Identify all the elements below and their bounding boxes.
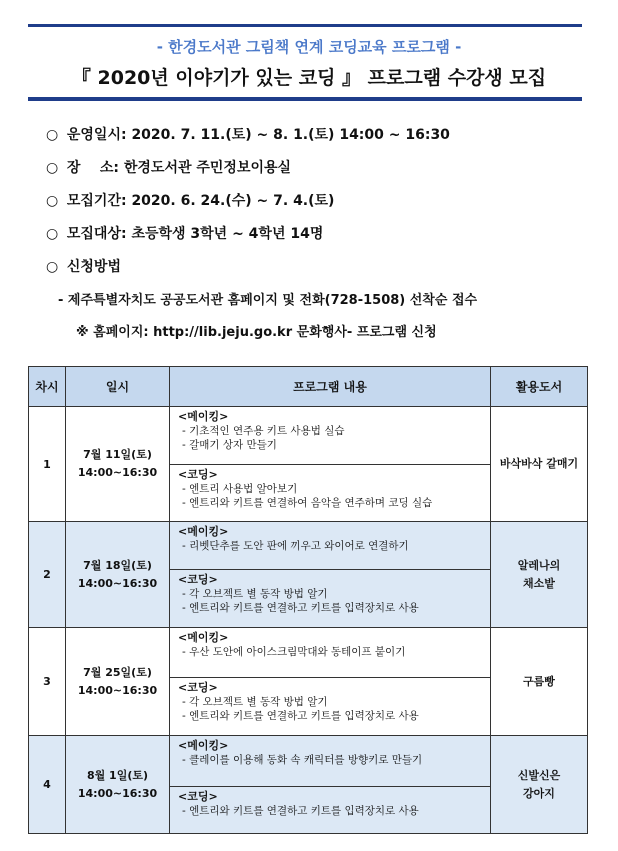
book-title-line: 바삭바삭 갈매기 — [499, 457, 579, 470]
table-header-row — [29, 367, 588, 407]
table-row — [29, 736, 588, 834]
info-item-recruit-period — [46, 190, 334, 210]
bullet-circle-icon: ○ — [46, 160, 59, 176]
session-number: 3 — [29, 628, 66, 736]
header-datetime: 일시 — [66, 367, 170, 407]
making-section — [170, 522, 490, 569]
book-title-line: 강아지 — [523, 786, 555, 800]
table-row — [29, 522, 588, 628]
coding-title: <코딩> — [178, 573, 218, 586]
book-title-line: 알레나의 — [517, 558, 561, 572]
session-time: 14:00~16:30 — [77, 786, 158, 800]
session-date: 7월 25일(토) — [83, 665, 152, 679]
info-item-location — [46, 157, 291, 177]
coding-title: <코딩> — [178, 468, 218, 481]
making-item: - 기초적인 연주용 키트 사용법 실습 — [182, 425, 345, 437]
making-section — [170, 628, 490, 677]
making-title: <메이킹> — [178, 525, 229, 538]
session-time: 14:00~16:30 — [77, 576, 158, 590]
header-subtitle: - 한경도서관 그림책 연계 코딩교육 프로그램 - — [156, 38, 462, 56]
book-title-line: 구름빵 — [523, 674, 555, 688]
session-datetime — [66, 522, 170, 628]
coding-item: - 엔트리와 키트를 연결하고 키트를 입력장치로 사용 — [182, 710, 419, 722]
info-text: 운영일시: 2020. 7. 11.(토) ~ 8. 1.(토) 14:00 ~ 16:30 — [66, 127, 450, 143]
coding-section — [170, 677, 490, 734]
header-top-rule — [28, 24, 582, 27]
coding-item: - 엔트리와 키트를 연결하여 음악을 연주하며 코딩 실습 — [182, 497, 433, 509]
info-text: 신청방법 — [66, 259, 121, 275]
making-title: <메이킹> — [178, 739, 229, 752]
coding-item: - 각 오브젝트 별 동작 방법 알기 — [182, 696, 328, 708]
table-row — [29, 407, 588, 522]
info-item-target — [46, 223, 323, 243]
making-title: <메이킹> — [178, 631, 229, 644]
session-time: 14:00~16:30 — [77, 683, 158, 697]
coding-item: - 각 오브젝트 별 동작 방법 알기 — [182, 588, 328, 600]
homepage-note: ※ 홈페이지: http://lib.jeju.go.kr 문화행사- 프로그램 신청 — [76, 325, 437, 340]
coding-section — [170, 569, 490, 626]
program-content — [170, 407, 491, 522]
header-session: 차시 — [29, 367, 66, 407]
session-datetime — [66, 628, 170, 736]
making-item: - 클레이를 이용해 동화 속 캐릭터를 방향키로 만들기 — [182, 754, 423, 766]
making-title: <메이킹> — [178, 410, 229, 423]
making-section — [170, 736, 490, 786]
coding-item: - 엔트리와 키트를 연결하고 키트를 입력장치로 사용 — [182, 602, 419, 614]
session-date: 7월 11일(토) — [83, 448, 152, 461]
table-row — [29, 628, 588, 736]
book-title-line: 채소밭 — [523, 576, 555, 590]
bullet-circle-icon: ○ — [46, 127, 59, 143]
info-item-schedule — [46, 124, 450, 144]
session-number: 2 — [29, 522, 66, 628]
making-item: - 리벳단추를 도안 판에 끼우고 와이어로 연결하기 — [182, 540, 409, 552]
program-content — [170, 522, 491, 628]
coding-section — [170, 786, 490, 832]
making-item: - 갈매기 상자 만들기 — [182, 439, 277, 451]
program-content — [170, 736, 491, 834]
session-time: 14:00~16:30 — [77, 466, 158, 479]
program-content — [170, 628, 491, 736]
info-text: 모집기간: 2020. 6. 24.(수) ~ 7. 4.(토) — [66, 193, 335, 209]
apply-method-detail: - 제주특별자치도 공공도서관 홈페이지 및 전화(728-1508) 선착순 접수 — [58, 293, 478, 308]
session-date: 8월 1일(토) — [86, 768, 149, 782]
book-title — [491, 628, 588, 736]
session-datetime — [66, 736, 170, 834]
book-title — [491, 407, 588, 522]
session-number: 1 — [29, 407, 66, 522]
making-section — [170, 407, 490, 464]
program-schedule-table — [28, 366, 588, 834]
coding-title: <코딩> — [178, 790, 218, 803]
book-title — [491, 736, 588, 834]
bullet-circle-icon: ○ — [46, 193, 59, 209]
session-number: 4 — [29, 736, 66, 834]
header-bottom-rule — [28, 97, 582, 101]
making-item: - 우산 도안에 아이스크림막대와 동테이프 붙이기 — [182, 646, 406, 658]
coding-item: - 엔트리와 키트를 연결하고 키트를 입력장치로 사용 — [182, 805, 419, 817]
coding-title: <코딩> — [178, 681, 218, 694]
book-title — [491, 522, 588, 628]
info-item-apply-method — [46, 256, 121, 276]
bullet-circle-icon: ○ — [46, 226, 59, 242]
coding-section — [170, 464, 490, 520]
page-title: 『 2020년 이야기가 있는 코딩 』 프로그램 수강생 모집 — [71, 67, 547, 89]
header-program-content: 프로그램 내용 — [170, 367, 491, 407]
bullet-circle-icon: ○ — [46, 259, 59, 275]
header-book: 활용도서 — [491, 367, 588, 407]
book-title-line: 신발신은 — [517, 768, 561, 782]
session-datetime — [66, 407, 170, 522]
session-date: 7월 18일(토) — [83, 558, 152, 572]
coding-item: - 엔트리 사용법 알아보기 — [182, 483, 298, 495]
info-text: 모집대상: 초등학생 3학년 ~ 4학년 14명 — [66, 226, 324, 242]
info-text: 장 소: 한경도서관 주민정보이용실 — [66, 160, 292, 176]
